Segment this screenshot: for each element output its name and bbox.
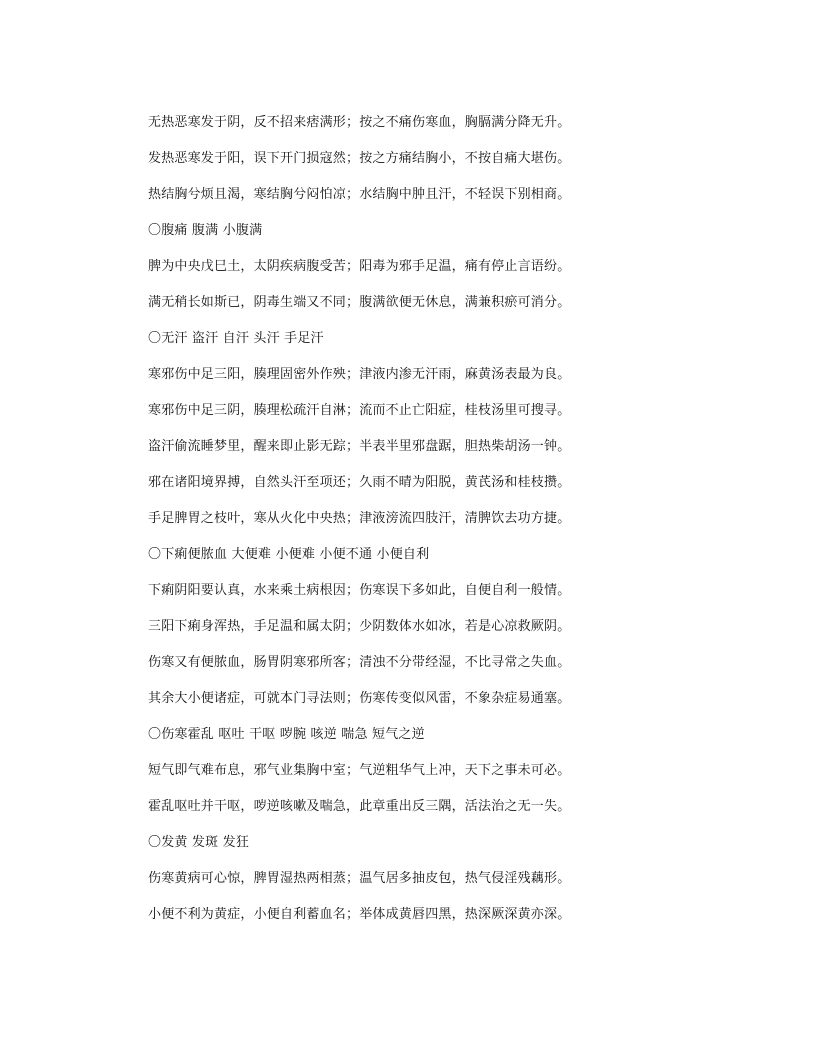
text-line: 寒邪伤中足三阳，腠理固密外作殃；津液内渗无汗雨，麻黄汤表最为良。 (148, 367, 571, 382)
text-line: 短气即气难布息，邪气业集胸中室；气逆粗华气上冲，天下之事未可必。 (148, 763, 571, 778)
text-line: 手足脾胃之枝叶，寒从火化中央热；津液滂流四肢汗，清脾饮去功方捷。 (148, 511, 571, 526)
text-line: 发热恶寒发于阳，误下开门损寇然；按之方痛结胸小，不按自痛大堪伤。 (148, 151, 571, 166)
section-heading: 〇下痢便脓血 大便难 小便难 小便不通 小便自利 (148, 547, 430, 562)
text-line: 邪在诸阳境界搏，自然头汗至项还；久雨不晴为阳脱，黄芪汤和桂枝攒。 (148, 475, 571, 490)
text-line: 小便不利为黄症，小便自利蓄血名；举体成黄唇四黑，热深厥深黄亦深。 (148, 907, 571, 922)
text-line: 伤寒黄病可心惊，脾胃湿热两相蒸；温气居多抽皮包，热气侵淫残藕形。 (148, 871, 571, 886)
section-heading: 〇发黄 发斑 发狂 (148, 835, 250, 850)
text-line: 霍乱呕吐并干呕，哕逆咳嗽及喘急，此章重出反三隅，活法治之无一失。 (148, 799, 571, 814)
text-line: 寒邪伤中足三阴，腠理松疏汗自淋；流而不止亡阳症，桂枝汤里可搜寻。 (148, 403, 571, 418)
text-line: 其余大小便诸症，可就本门寻法则；伤寒传变似风雷，不象杂症易通塞。 (148, 691, 571, 706)
text-line: 三阳下痢身浑热，手足温和属太阴；少阴数体水如冰，若是心凉救厥阴。 (148, 619, 571, 634)
section-heading: 〇腹痛 腹满 小腹满 (148, 223, 263, 238)
text-line: 脾为中央戊巳土，太阴疾病腹受苦；阳毒为邪手足温，痛有停止言语纷。 (148, 259, 571, 274)
text-line: 伤寒又有便脓血，肠胃阴寒邪所客；清浊不分带经湿，不比寻常之失血。 (148, 655, 571, 670)
text-line: 盗汗偷流睡梦里，醒来即止影无踪；半表半里邪盘踞，胆热柴胡汤一钟。 (148, 439, 571, 454)
text-line: 满无稍长如斯已，阴毒生端又不同；腹满欲便无休息，满兼积瘀可消分。 (148, 295, 571, 310)
section-heading: 〇伤寒霍乱 呕吐 干呕 哕腕 咳逆 喘急 短气之逆 (148, 727, 425, 742)
text-line: 热结胸兮烦且渴，寒结胸兮闷怕凉；水结胸中肿且汗，不轻误下别相商。 (148, 187, 571, 202)
text-line: 下痢阴阳要认真，水来乘土病根因；伤寒误下多如此，自便自利一般情。 (148, 583, 571, 598)
text-line: 无热恶寒发于阴，反不招来痞满形；按之不痛伤寒血，胸膈满分降无升。 (148, 115, 571, 130)
section-heading: 〇无汗 盗汗 自汗 头汗 手足汗 (148, 331, 324, 346)
